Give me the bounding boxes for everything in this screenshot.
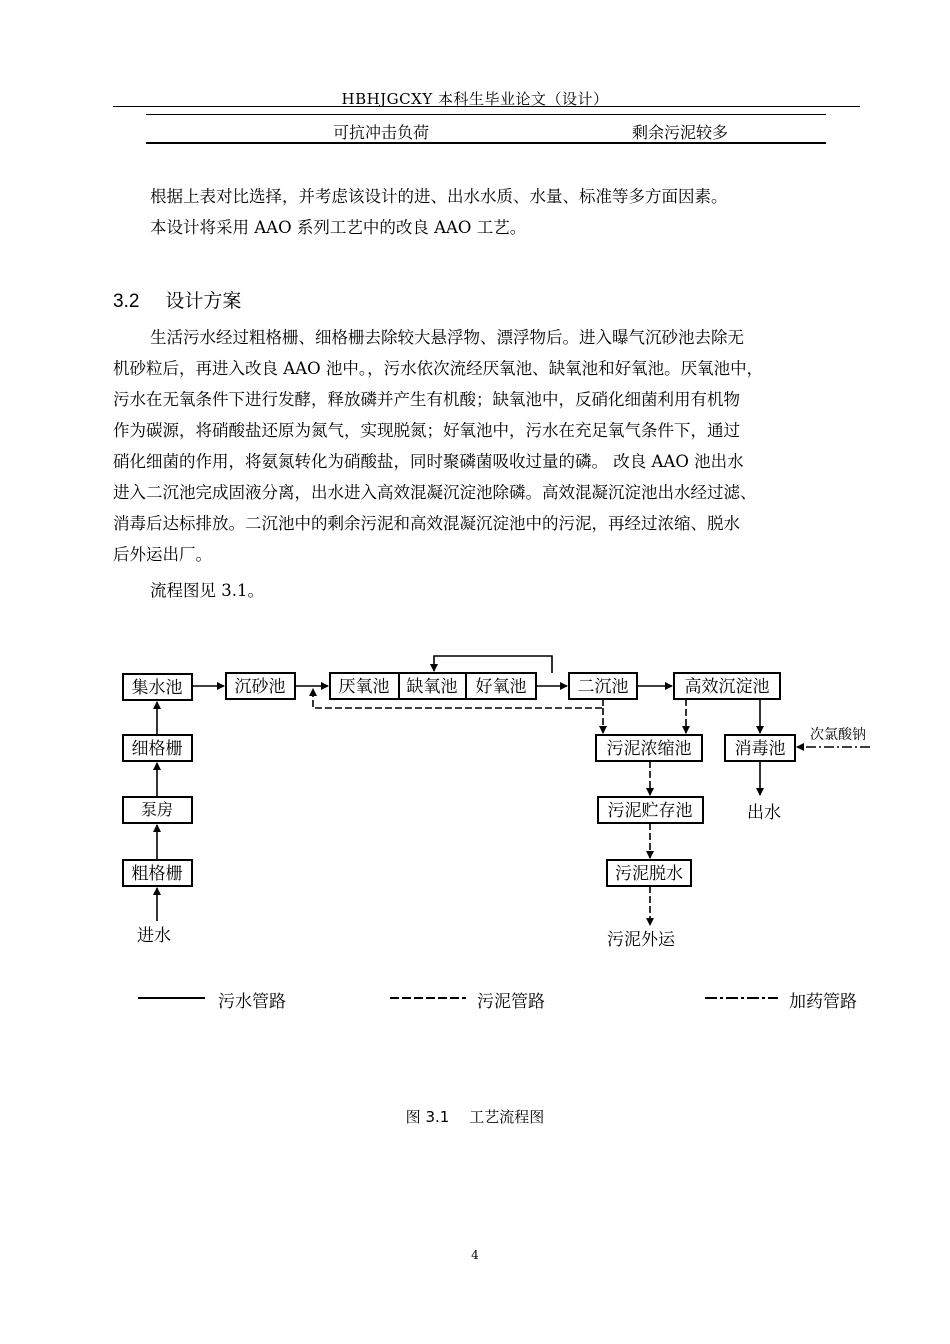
label-thickener: 污泥浓缩池 <box>606 739 692 759</box>
body-line: 污水在无氧条件下进行发酵，释放磷并产生有机酸；缺氧池中，反硝化细菌利用有机物 <box>113 390 740 409</box>
label-hiclar: 高效沉淀池 <box>684 677 770 697</box>
label-anaerobic: 厌氧池 <box>338 677 390 697</box>
label-disinfect: 消毒池 <box>734 739 786 759</box>
internal-recycle-line <box>434 656 552 673</box>
label-storage: 污泥贮存池 <box>607 801 693 821</box>
body-line: 后外运出厂。 <box>113 545 212 564</box>
label-sludge-out: 污泥外运 <box>607 930 675 950</box>
section-title: 设计方案 <box>165 290 242 312</box>
label-aerobic: 好氧池 <box>475 677 527 697</box>
body-line: 硝化细菌的作用，将氨氮转化为硝酸盐，同时聚磷菌吸收过量的磷。 改良 AAO 池出水 <box>113 452 744 471</box>
caption-text: 工艺流程图 <box>469 1108 545 1126</box>
body-line: 消毒后达标排放。二沉池中的剩余污泥和高效混凝沉淀池中的污泥，再经过浓缩、脱水 <box>113 514 740 533</box>
body-line: 机砂粒后，再进入改良 AAO 池中。，污水依次流经厌氧池、缺氧池和好氧池。厌氧池中， <box>113 359 764 378</box>
label-outflow: 出水 <box>747 803 781 823</box>
label-inflow: 进水 <box>137 926 171 946</box>
label-fine-screen: 细格栅 <box>131 739 183 759</box>
label-collect: 集水池 <box>131 678 183 698</box>
caption-label: 图 3.1 <box>405 1108 450 1126</box>
label-chemical: 次氯酸钠 <box>810 727 866 743</box>
body-line: 生活污水经过粗格栅、细格栅去除较大悬浮物、漂浮物后。进入曝气沉砂池去除无 <box>150 328 744 347</box>
label-dewater: 污泥脱水 <box>615 864 683 884</box>
figure-caption <box>0 1106 950 1127</box>
body-line: 作为碳源，将硝酸盐还原为氮气，实现脱氮；好氧池中，污水在充足氧气条件下，通过 <box>113 421 740 440</box>
legend-sludge-label: 污泥管路 <box>477 992 545 1012</box>
label-secondary: 二沉池 <box>577 677 629 697</box>
intro-line-1: 根据上表对比选择，并考虑该设计的进、出水水质、水量、标准等多方面因素。 <box>150 187 728 206</box>
page-number: 4 <box>471 1248 479 1262</box>
legend-dosing-label: 加药管路 <box>789 992 857 1012</box>
table-cell-left: 可抗冲击负荷 <box>333 123 430 142</box>
page-header: HBHJGCXY 本科生毕业论文（设计） <box>341 90 609 108</box>
label-grit: 沉砂池 <box>234 677 286 697</box>
label-coarse-screen: 粗格栅 <box>131 864 183 884</box>
body-line: 进入二沉池完成固液分离，出水进入高效混凝沉淀池除磷。高效混凝沉淀池出水经过滤、 <box>113 483 757 502</box>
label-pump: 泵房 <box>140 800 174 819</box>
label-anoxic: 缺氧池 <box>406 677 458 697</box>
legend-sewage-label: 污水管路 <box>218 992 286 1012</box>
figure-reference: 流程图见 3.1。 <box>150 581 264 600</box>
section-number: 3.2 <box>113 291 140 312</box>
table-cell-right: 剩余污泥较多 <box>632 123 729 142</box>
intro-line-2: 本设计将采用 AAO 系列工艺中的改良 AAO 工艺。 <box>150 218 527 237</box>
